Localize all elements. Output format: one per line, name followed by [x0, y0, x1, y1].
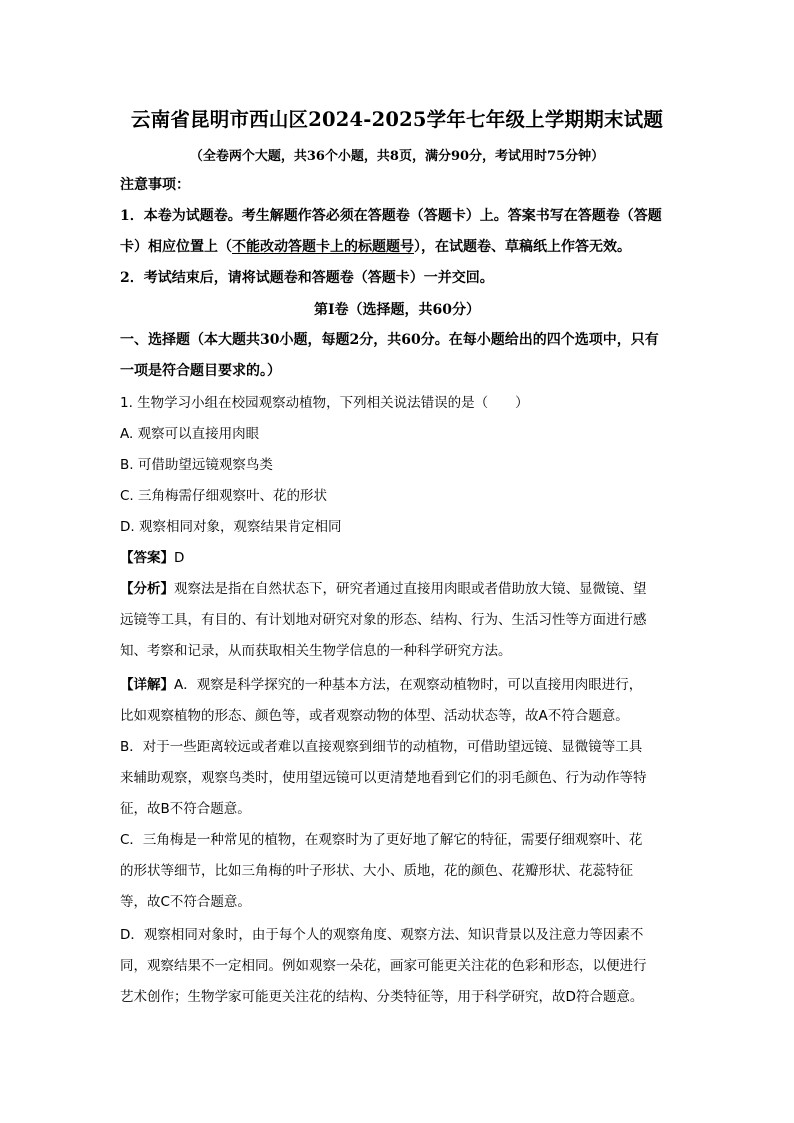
detail-line-4: 来辅助观察，观察鸟类时，使用望远镜可以更清楚地看到它们的羽毛颜色、行为动作等特	[120, 770, 647, 786]
question-1-option-d: D. 观察相同对象，观察结果肯定相同	[120, 519, 342, 535]
question-1-stem: 1. 生物学习小组在校园观察动植物，下列相关说法错误的是（ ）	[120, 395, 529, 411]
part-instructions-line-1: 一、选择题（本大题共30小题，每题2分，共60分。在每小题给出的四个选项中，只有	[120, 332, 659, 348]
notice-item-2: 2．考试结束后，请将试题卷和答题卷（答题卡）一并交回。	[120, 270, 494, 286]
notice-heading: 注意事项：	[120, 177, 190, 193]
detail-line-7: 的形状等细节，比如三角梅的叶子形状、大小、质地，花的颜色、花瓣形状、花蕊特征	[120, 863, 633, 879]
notice-item-1-line-2	[120, 237, 631, 257]
answer-label: 【答案】	[120, 550, 174, 566]
part-instructions-line-2: 一项是符合题目要求的。）	[120, 363, 281, 379]
detail-line-9: D．观察相同对象时，由于每个人的观察角度、观察方法、知识背景以及注意力等因素不	[120, 927, 644, 943]
detail-line-8: 等，故C不符合题意。	[120, 894, 251, 910]
question-1-option-c: C. 三角梅需仔细观察叶、花的形状	[120, 488, 328, 504]
detail-line-5: 征，故B不符合题意。	[120, 801, 251, 817]
analysis-text-1: 观察法是指在自然状态下，研究者通过直接用肉眼或者借助放大镜、显微镜、望	[174, 581, 647, 597]
analysis-line-1	[120, 579, 647, 599]
analysis-label: 【分析】	[120, 581, 174, 597]
page-title: 云南省昆明市西山区2024-2025学年七年级上学期期末试题	[130, 108, 664, 131]
detail-line-3: B．对于一些距离较远或者难以直接观察到细节的动植物，可借助望远镜、显微镜等工具	[120, 739, 643, 755]
notice-item-1-pre: 卡）相应位置上（	[120, 239, 232, 255]
answer-value: D	[174, 550, 185, 566]
section-heading: 第Ⅰ卷（选择题，共60分）	[313, 302, 481, 318]
analysis-line-2: 远镜等工具，有目的、有计划地对研究对象的形态、结构、行为、生活习性等方面进行感	[120, 612, 647, 628]
detail-line-11: 艺术创作；生物学家可能更关注花的结构、分类特征等，用于科学研究，故D符合题意。	[120, 989, 644, 1005]
notice-item-1-post: ），在试题卷、草稿纸上作答无效。	[414, 239, 631, 255]
detail-label: 【详解】	[120, 677, 174, 693]
detail-line-6: C．三角梅是一种常见的植物，在观察时为了更好地了解它的特征，需要仔细观察叶、花	[120, 832, 643, 848]
exam-info-subtitle: （全卷两个大题，共36个小题，共8页，满分90分，考试用时75分钟）	[189, 149, 605, 164]
answer-line	[120, 548, 184, 568]
notice-item-1-underlined: 不能改动答题卡上的标题题号	[232, 239, 414, 255]
analysis-line-3: 知、考察和记录，从而获取相关生物学信息的一种科学研究方法。	[120, 643, 512, 659]
detail-line-10: 同，观察结果不一定相同。例如观察一朵花，画家可能更关注花的色彩和形态，以便进行	[120, 958, 647, 974]
detail-line-1	[120, 675, 642, 695]
question-1-option-a: A. 观察可以直接用肉眼	[120, 426, 260, 442]
detail-line-2: 比如观察植物的形态、颜色等，或者观察动物的体型、活动状态等，故A不符合题意。	[120, 708, 629, 724]
notice-item-1-line-1: 1．本卷为试题卷。考生解题作答必须在答题卷（答题卡）上。答案书写在答题卷（答题	[120, 208, 662, 224]
detail-text-1: A．观察是科学探究的一种基本方法，在观察动植物时，可以直接用肉眼进行，	[174, 677, 643, 693]
question-1-option-b: B. 可借助望远镜观察鸟类	[120, 457, 273, 473]
